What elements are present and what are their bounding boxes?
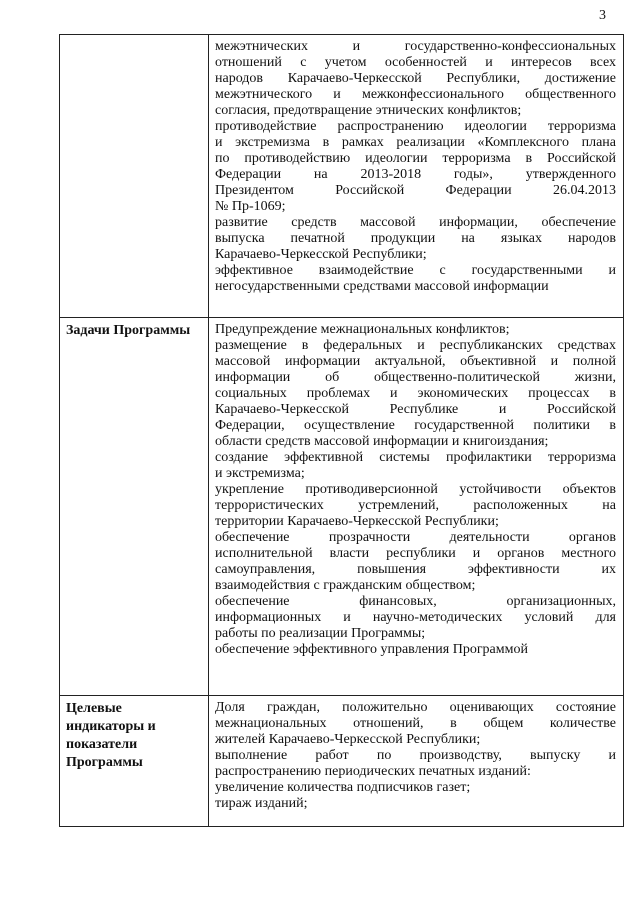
text-line: взаимодействия с гражданским обществом; [215, 578, 476, 593]
text-line: массовой информации актуальной, объективной и полной [215, 354, 616, 369]
program-passport-table [59, 34, 624, 827]
table-row-indicators [60, 696, 624, 827]
text-line: создание эффективной системы профилактики терроризма [215, 450, 616, 465]
row-label-cell [60, 35, 209, 318]
text-line: негосударственными средствами массовой информации [215, 279, 549, 294]
text-line: обеспечение прозрачности деятельности органов [215, 530, 616, 545]
text-line: Предупреждение межнациональных конфликтов; [215, 322, 510, 337]
text-line: самоуправления, повышения эффективности их [215, 562, 616, 577]
text-line: укрепление противодиверсионной устойчивости объектов [215, 482, 616, 497]
text-line: увеличение количества подписчиков газет; [215, 780, 471, 795]
row-content-cell [209, 35, 624, 318]
text-line: отношений с учетом особенностей и интересов всех [215, 55, 616, 70]
row-content-cell [209, 696, 624, 827]
row-content [209, 696, 623, 815]
table-row-tasks [60, 318, 624, 696]
text-line: области средств массовой информации и книгоиздания; [215, 434, 549, 449]
text-line: межэтнического и межконфессионального общественного [215, 87, 616, 102]
text-line: Доля граждан, положительно оценивающих состояние [215, 700, 616, 715]
text-line: Федерации, осуществление государственной политики в [215, 418, 616, 433]
text-line: развитие средств массовой информации, обеспечение [215, 215, 616, 230]
row-content [209, 35, 623, 298]
text-line: тираж изданий; [215, 796, 308, 811]
text-line: № Пр-1069; [215, 199, 286, 214]
text-line: исполнительной власти республики и органов местного [215, 546, 616, 561]
text-line: выпуска печатной продукции на языках народов [215, 231, 616, 246]
text-line: социальных проблемах и экономических процессах в [215, 386, 616, 401]
text-line: Карачаево-Черкесской Республики; [215, 247, 427, 262]
row-label: Целевые индикаторы и показатели Программы [66, 701, 156, 770]
text-line: противодействие распространению идеологии терроризма [215, 119, 616, 134]
text-line: и экстремизма в рамках реализации «Комплексного плана [215, 135, 616, 150]
text-line: Президентом Российской Федерации 26.04.2013 [215, 183, 616, 198]
text-line: и экстремизма; [215, 466, 305, 481]
text-line: обеспечение эффективного управления Программой [215, 642, 528, 657]
text-line: межэтнических и государственно-конфессиональных [215, 39, 616, 54]
text-line: эффективное взаимодействие с государственными и [215, 263, 616, 278]
text-line: жителей Карачаево-Черкесской Республики; [215, 732, 481, 747]
text-line: по противодействию идеологии терроризма в Российской [215, 151, 616, 166]
text-line: размещение в федеральных и республиканских средствах [215, 338, 616, 353]
row-label: Задачи Программы [66, 323, 191, 338]
row-label-cell [60, 696, 209, 827]
text-line: выполнение работ по производству, выпуску и [215, 748, 616, 763]
text-line: террористических устремлений, расположенных на [215, 498, 616, 513]
table-row-continuation [60, 35, 624, 318]
row-content [209, 318, 623, 661]
page-number: 3 [599, 8, 606, 23]
text-line: народов Карачаево-Черкесской Республики, достижение [215, 71, 616, 86]
text-line: распространению периодических печатных изданий: [215, 764, 531, 779]
text-line: Федерации на 2013-2018 годы», утвержденного [215, 167, 616, 182]
text-line: обеспечение финансовых, организационных, [215, 594, 616, 609]
row-label-cell [60, 318, 209, 696]
row-label [60, 35, 208, 39]
text-line: межнациональных отношений, в общем количестве [215, 716, 616, 731]
text-line: информационных и научно-методических условий для [215, 610, 616, 625]
text-line: Карачаево-Черкесской Республике и Российской [215, 402, 616, 417]
text-line: работы по реализации Программы; [215, 626, 426, 641]
row-content-cell [209, 318, 624, 696]
text-line: согласия, предотвращение этнических конфликтов; [215, 103, 522, 118]
text-line: территории Карачаево-Черкесской Республики; [215, 514, 499, 529]
text-line: информации об общественно-политической жизни, [215, 370, 616, 385]
